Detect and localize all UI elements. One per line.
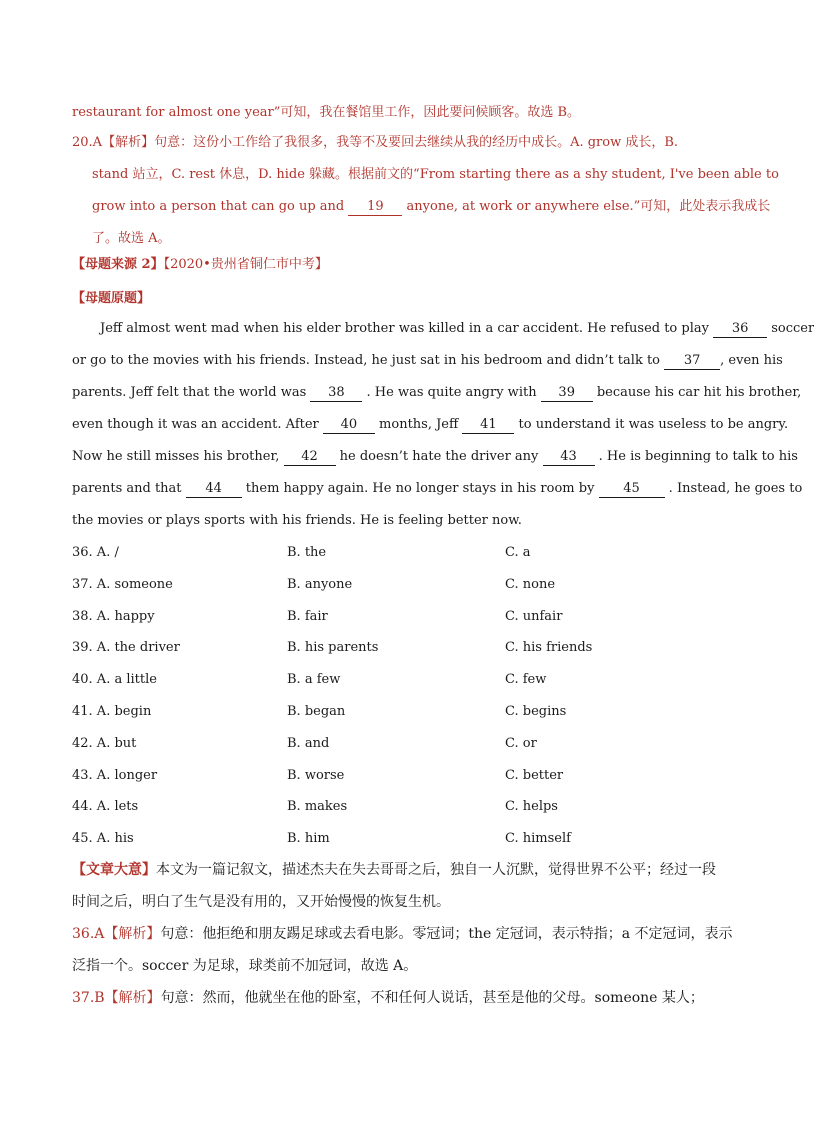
option-c: C. few bbox=[505, 672, 547, 687]
option-a: 44. A. lets bbox=[72, 799, 139, 814]
passage-text: or go to the movies with his friends. Instead, he just sat in his bedroom and didn’t talk to bbox=[72, 353, 665, 368]
analysis-q20-label: 20.A【解析】 bbox=[72, 135, 155, 150]
analysis-q20-text: stand 站立，C. rest 休息，D. hide 躲藏。根据前文的“From starting there as a shy student, I've been able to bbox=[92, 167, 779, 182]
analysis-q20-line1 bbox=[72, 134, 678, 152]
passage-text: the movies or plays sports with his friends. He is feeling better now. bbox=[72, 513, 522, 528]
passage-text: Now he still misses his brother, bbox=[72, 449, 284, 464]
passage-text: he doesn’t hate the driver any bbox=[335, 449, 543, 464]
blank-44: 44 bbox=[186, 481, 242, 498]
source-value: 【2020•贵州省铜仁市中考】 bbox=[163, 257, 328, 272]
passage-text: . He is beginning to talk to his bbox=[594, 449, 798, 464]
passage-line-7 bbox=[72, 512, 522, 530]
passage-text: even though it was an accident. After bbox=[72, 417, 323, 432]
option-c: C. none bbox=[505, 577, 556, 592]
passage-text: . Instead, he goes to bbox=[664, 481, 803, 496]
option-c: C. his friends bbox=[505, 640, 593, 655]
option-a: 45. A. his bbox=[72, 831, 134, 846]
passage-line-1 bbox=[100, 320, 814, 338]
summary-line-1 bbox=[72, 861, 716, 879]
analysis-q20-text: grow into a person that can go up and bbox=[92, 199, 349, 214]
blank-41: 41 bbox=[462, 417, 514, 434]
passage-text: soccer bbox=[767, 321, 814, 336]
option-a: 38. A. happy bbox=[72, 609, 155, 624]
analysis-continuation-line bbox=[72, 104, 580, 122]
blank-37: 37 bbox=[664, 353, 720, 370]
summary-text: 时间之后，明白了生气是没有用的，又开始慢慢的恢复生机。 bbox=[72, 894, 450, 910]
analysis-q37-label: 37.B【解析】 bbox=[72, 990, 161, 1006]
summary-line-2 bbox=[72, 893, 450, 911]
analysis-q20-line4 bbox=[92, 230, 171, 248]
passage-line-3 bbox=[72, 384, 801, 402]
blank-40: 40 bbox=[323, 417, 375, 434]
option-a: 37. A. someone bbox=[72, 577, 173, 592]
analysis-q36-text: 句意：他拒绝和朋友踢足球或去看电影。零冠词；the 定冠词，表示特指；a 不定冠词，表示 bbox=[160, 926, 733, 942]
option-c: C. a bbox=[505, 545, 531, 560]
passage-line-2 bbox=[72, 352, 783, 370]
blank-43: 43 bbox=[543, 449, 595, 466]
option-c: C. helps bbox=[505, 799, 558, 814]
blank-42: 42 bbox=[284, 449, 336, 466]
analysis-q20-text: 句意：这份小工作给了我很多，我等不及要回去继续从我的经历中成长。A. grow 成长，B. bbox=[154, 135, 679, 150]
analysis-q20-line2 bbox=[92, 166, 779, 184]
option-b: B. him bbox=[287, 831, 330, 846]
analysis-q37-line1 bbox=[72, 989, 704, 1007]
analysis-q37-text: 句意：然而，他就坐在他的卧室，不和任何人说话，甚至是他的父母。someone 某人； bbox=[160, 990, 704, 1006]
option-c: C. or bbox=[505, 736, 537, 751]
analysis-q20-text: anyone, at work or anywhere else.”可知，此处表示我成长 bbox=[402, 199, 771, 214]
passage-text: . He was quite angry with bbox=[362, 385, 541, 400]
option-a: 36. A. / bbox=[72, 545, 119, 560]
analysis-q20-line3 bbox=[92, 198, 770, 216]
original-question-header bbox=[72, 290, 150, 308]
passage-text: them happy again. He no longer stays in his room by bbox=[241, 481, 599, 496]
option-b: B. fair bbox=[287, 609, 328, 624]
source-header bbox=[72, 256, 328, 274]
passage-line-6 bbox=[72, 480, 802, 498]
blank-39: 39 bbox=[541, 385, 593, 402]
passage-text: parents. Jeff felt that the world was bbox=[72, 385, 311, 400]
option-b: B. anyone bbox=[287, 577, 353, 592]
passage-text: , even his bbox=[720, 353, 783, 368]
passage-text: Jeff almost went mad when his elder brother was killed in a car accident. He refused to play bbox=[100, 321, 714, 336]
option-c: C. himself bbox=[505, 831, 571, 846]
analysis-q36-line1 bbox=[72, 925, 733, 943]
option-b: B. worse bbox=[287, 768, 345, 783]
option-a: 40. A. a little bbox=[72, 672, 157, 687]
option-b: B. makes bbox=[287, 799, 348, 814]
passage-line-4 bbox=[72, 416, 788, 434]
option-c: C. unfair bbox=[505, 609, 563, 624]
source-label: 【母题来源 2】 bbox=[72, 257, 164, 272]
original-question-label: 【母题原题】 bbox=[72, 291, 151, 306]
analysis-q36-text: 泛指一个。soccer 为足球，球类前不加冠词，故选 A。 bbox=[72, 958, 418, 974]
option-b: B. and bbox=[287, 736, 330, 751]
option-a: 39. A. the driver bbox=[72, 640, 180, 655]
option-c: C. better bbox=[505, 768, 564, 783]
option-c: C. begins bbox=[505, 704, 567, 719]
analysis-q36-label: 36.A【解析】 bbox=[72, 926, 161, 942]
blank-19: 19 bbox=[348, 199, 402, 216]
option-b: B. a few bbox=[287, 672, 341, 687]
option-a: 41. A. begin bbox=[72, 704, 152, 719]
blank-38: 38 bbox=[310, 385, 362, 402]
summary-label: 【文章大意】 bbox=[72, 862, 156, 878]
passage-text: months, Jeff bbox=[374, 417, 463, 432]
option-b: B. the bbox=[287, 545, 327, 560]
option-a: 42. A. but bbox=[72, 736, 137, 751]
passage-text: parents and that bbox=[72, 481, 186, 496]
option-b: B. his parents bbox=[287, 640, 379, 655]
analysis-q36-line2 bbox=[72, 957, 417, 975]
blank-36: 36 bbox=[713, 321, 767, 338]
option-a: 43. A. longer bbox=[72, 768, 158, 783]
summary-text: 本文为一篇记叙文，描述杰夫在失去哥哥之后，独自一人沉默，觉得世界不公平；经过一段 bbox=[156, 862, 716, 878]
passage-text: to understand it was useless to be angry. bbox=[514, 417, 789, 432]
passage-text: because his car hit his brother, bbox=[592, 385, 802, 400]
analysis-text: restaurant for almost one year”可知，我在餐馆里工作，因此要问候顾客。故选 B。 bbox=[72, 105, 581, 120]
option-b: B. began bbox=[287, 704, 346, 719]
analysis-q20-text: 了。故选 A。 bbox=[92, 231, 171, 246]
blank-45: 45 bbox=[599, 481, 665, 498]
passage-line-5 bbox=[72, 448, 798, 466]
